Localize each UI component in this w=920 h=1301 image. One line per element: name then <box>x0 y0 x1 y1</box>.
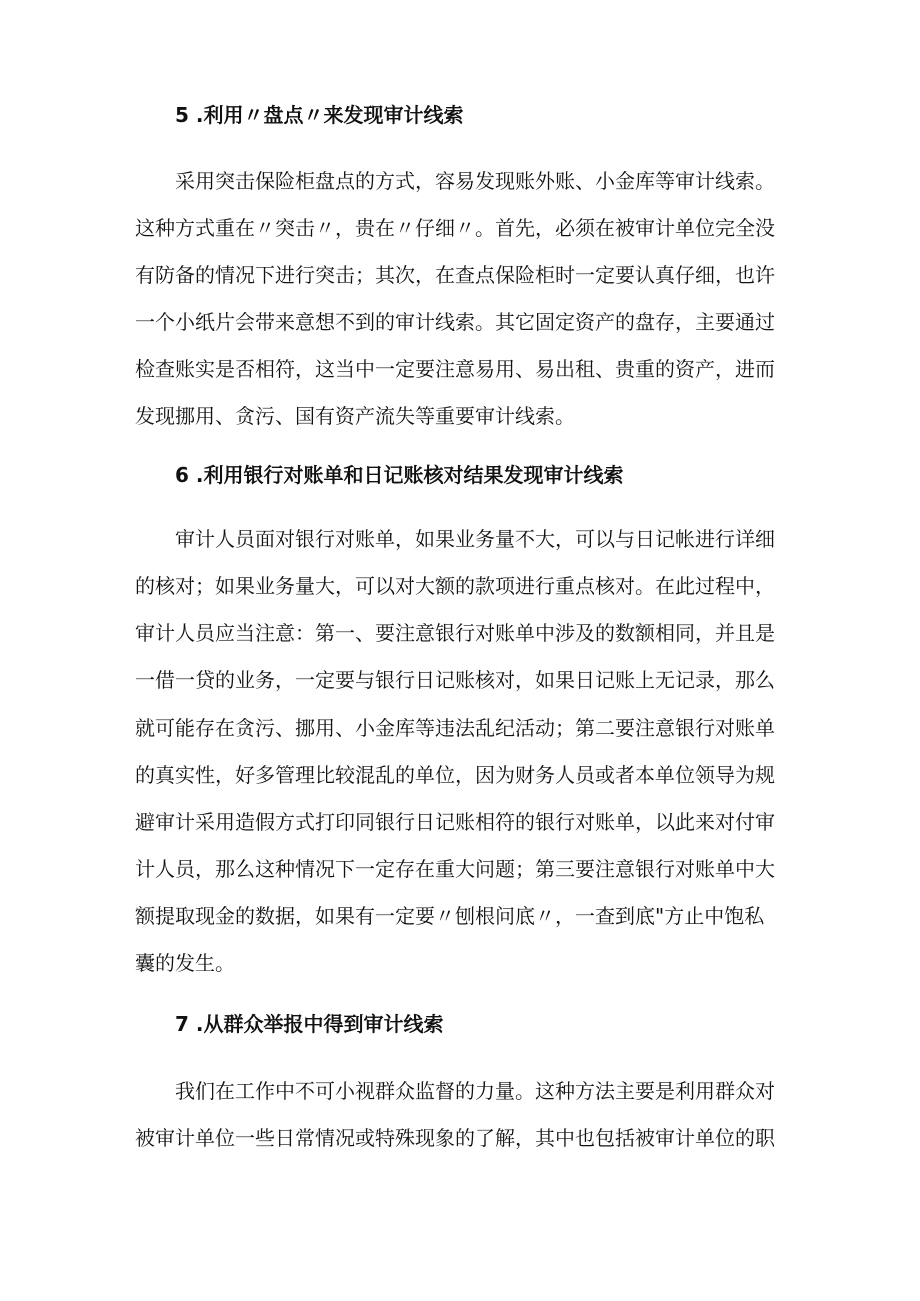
paragraph-line: 被审计单位一些日常情况或特殊现象的了解，其中也包括被审计单位的职 <box>135 1126 775 1150</box>
paragraph-line: 我们在工作中不可小视群众监督的力量。这种方法主要是利用群众对 <box>175 1079 775 1103</box>
paragraph-line: 采用突击保险柜盘点的方式，容易发现账外账、小金库等审计线索。 <box>175 169 775 193</box>
paragraph-line: 发现挪用、贪污、国有资产流失等重要审计线索。 <box>135 404 575 428</box>
paragraph-line: 审计人员应当注意：第一、要注意银行对账单中涉及的数额相同，并且是 <box>135 621 775 645</box>
paragraph-line: 检查账实是否相符，这当中一定要注意易用、易出租、贵重的资产，进而 <box>135 357 775 381</box>
paragraph-line: 一个小纸片会带来意想不到的审计线索。其它固定资产的盘存，主要通过 <box>135 310 775 334</box>
paragraph-line: 就可能存在贪污、挪用、小金库等违法乱纪活动；第二要注意银行对账单 <box>135 716 775 740</box>
paragraph-line: 的核对；如果业务量大，可以对大额的款项进行重点核对。在此过程中， <box>135 574 775 598</box>
paragraph-line: 这种方式重在〃突击〃，贵在〃仔细〃。首先，必须在被审计单位完全没 <box>135 216 775 240</box>
section-heading-7: 7 .从群众举报中得到审计线索 <box>175 1012 444 1036</box>
paragraph-line: 囊的发生。 <box>135 951 235 975</box>
section-heading-5: 5 .利用〃盘点〃来发现审计线索 <box>175 103 464 127</box>
paragraph-line: 有防备的情况下进行突击；其次，在查点保险柜时一定要认真仔细，也许 <box>135 263 775 287</box>
paragraph-line: 计人员，那么这种情况下一定存在重大问题；第三要注意银行对账单中大 <box>135 857 775 881</box>
paragraph-line: 避审计采用造假方式打印同银行日记账相符的银行对账单，以此来对付审 <box>135 810 775 834</box>
paragraph-line: 一借一贷的业务，一定要与银行日记账核对，如果日记账上无记录，那么 <box>135 668 775 692</box>
section-heading-6: 6 .利用银行对账单和日记账核对结果发现审计线索 <box>175 463 624 487</box>
paragraph-line: 的真实性，好多管理比较混乱的单位，因为财务人员或者本单位领导为规 <box>135 763 775 787</box>
paragraph-line: 额提取现金的数据，如果有一定要〃刨根问底〃，一查到底"方止中饱私 <box>135 904 765 928</box>
paragraph-line: 审计人员面对银行对账单，如果业务量不大，可以与日记帐进行详细 <box>175 527 775 551</box>
